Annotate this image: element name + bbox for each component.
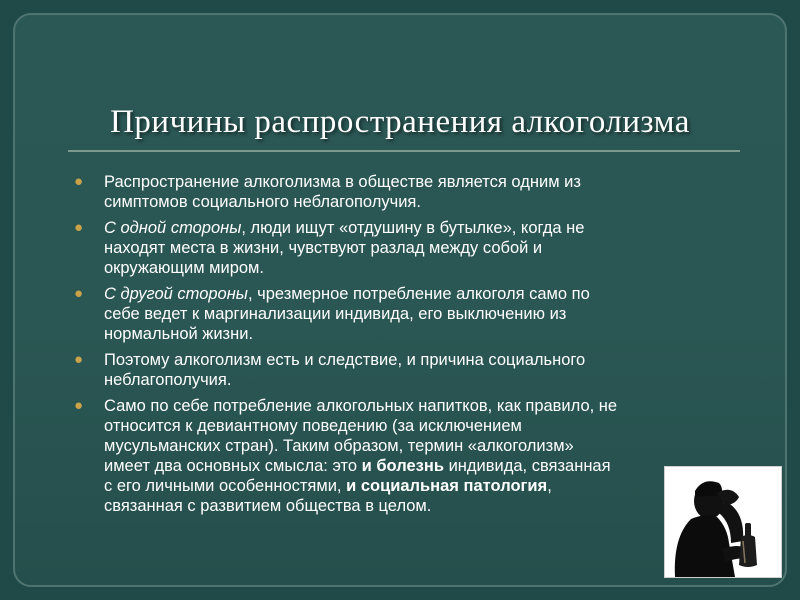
italic-text: С другой стороны — [104, 285, 248, 303]
bullet-line — [104, 456, 714, 476]
bullet-item — [74, 396, 714, 516]
bullet-line — [104, 192, 714, 212]
bullet-icon: ● — [74, 351, 84, 368]
bullet-text: относится к девиантному поведению (за исключением — [104, 417, 522, 435]
slide-title: Причины распространения алкоголизма — [110, 104, 690, 140]
bullet-text: с его личными особенностями, — [104, 477, 347, 495]
bullet-text: Поэтому алкоголизм есть и следствие, и причина социального — [104, 351, 586, 369]
bullet-line — [104, 238, 714, 258]
bullet-text: индивида, связанная — [443, 457, 611, 475]
bullet-text: симптомов социального неблагополучия. — [104, 193, 421, 211]
bold-text: и болезнь — [361, 457, 444, 475]
italic-text: С одной стороны — [104, 219, 242, 237]
bullet-text: Само по себе потребление алкогольных напитков, как правило, не — [104, 397, 618, 415]
bullet-line — [104, 476, 714, 496]
bullet-text: Распространение алкоголизма в обществе является одним из — [104, 173, 581, 191]
bullet-icon: ● — [74, 285, 84, 302]
bullet-text: имеет два основных смысла: это — [104, 457, 362, 475]
bullet-text: , чрезмерное потребление алкоголя само по — [247, 285, 590, 303]
bullet-item — [74, 218, 714, 278]
bullet-text: окружающим миром. — [104, 259, 264, 277]
bullet-line — [104, 258, 714, 278]
bullet-list — [74, 172, 714, 522]
bullet-line — [104, 172, 714, 192]
bullet-text: неблагополучия. — [104, 371, 232, 389]
silhouette-man-with-bottle-icon — [665, 467, 781, 577]
bullet-icon: ● — [74, 173, 84, 190]
title-divider — [68, 150, 740, 152]
bullet-line — [104, 436, 714, 456]
silhouette-photo — [664, 466, 782, 578]
bullet-line — [104, 350, 714, 370]
bullet-line — [104, 370, 714, 390]
bullet-text: , люди ищут «отдушину в бутылке», когда не — [241, 219, 585, 237]
bold-text: и социальная патология — [346, 477, 548, 495]
bullet-icon: ● — [74, 397, 84, 414]
bullet-line — [104, 396, 714, 416]
bullet-text: находят места в жизни, чувствуют разлад между собой и — [104, 239, 543, 257]
bullet-item — [74, 172, 714, 212]
bullet-line — [104, 496, 714, 516]
bullet-text: мусульманских стран). Таким образом, термин «алкоголизм» — [104, 437, 574, 455]
bullet-item — [74, 284, 714, 344]
bullet-text: связанная с развитием общества в целом. — [104, 497, 432, 515]
bullet-line — [104, 284, 714, 304]
bullet-line — [104, 324, 714, 344]
bullet-text: , — [547, 477, 552, 495]
bullet-text: нормальной жизни. — [104, 325, 254, 343]
bullet-line — [104, 416, 714, 436]
bullet-line — [104, 218, 714, 238]
bullet-text: себе ведет к маргинализации индивида, его выключению из — [104, 305, 567, 323]
bullet-item — [74, 350, 714, 390]
bullet-icon: ● — [74, 219, 84, 236]
bullet-line — [104, 304, 714, 324]
